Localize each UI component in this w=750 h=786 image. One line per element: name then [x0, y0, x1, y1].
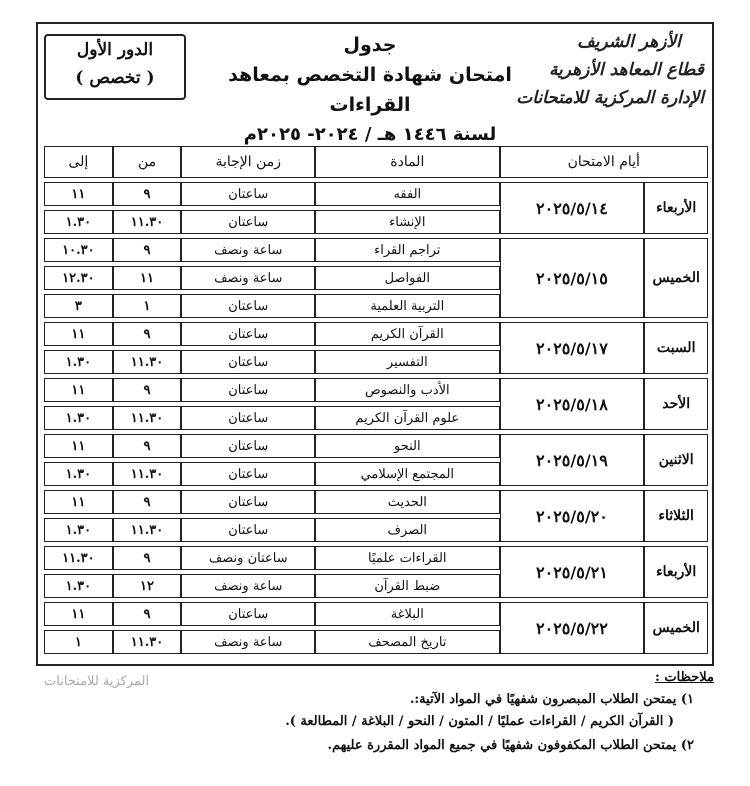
from-cell: ٩: [113, 322, 182, 346]
date-cell: ٢٠٢٥/٥/١٩: [500, 434, 645, 486]
duration-cell: ساعتان: [181, 350, 315, 374]
date-cell: ٢٠٢٥/٥/١٥: [500, 238, 645, 318]
table-row: [44, 546, 708, 570]
to-cell: ١: [44, 630, 113, 654]
date-cell: ٢٠٢٥/٥/٢٠: [500, 490, 645, 542]
table-row: [44, 602, 708, 626]
to-cell: ١.٣٠: [44, 462, 113, 486]
from-cell: ٩: [113, 602, 182, 626]
table-header-row: [44, 146, 708, 178]
watermark-text: المركزية للامتحانات: [44, 674, 150, 689]
from-cell: ١١.٣٠: [113, 518, 182, 542]
day-cell: الخميس: [644, 602, 708, 654]
to-cell: ١١: [44, 602, 113, 626]
subject-cell: النحو: [315, 434, 499, 458]
header-subject: المادة: [315, 146, 499, 178]
round-type: ( تخصص ): [75, 68, 155, 88]
logo-line: الإدارة المركزية للامتحانات: [516, 88, 704, 108]
subject-cell: الصرف: [315, 518, 499, 542]
from-cell: ٩: [113, 434, 182, 458]
table-row: [44, 490, 708, 514]
document-header: [38, 24, 712, 145]
subject-cell: تراجم القراء: [315, 238, 499, 262]
day-cell: الثلاثاء: [644, 490, 708, 542]
table-row: [44, 238, 708, 262]
subject-cell: الإنشاء: [315, 210, 499, 234]
duration-cell: ساعتان: [181, 602, 315, 626]
to-cell: ١١: [44, 490, 113, 514]
to-cell: ١١: [44, 378, 113, 402]
duration-cell: ساعتان: [181, 406, 315, 430]
duration-cell: ساعة ونصف: [181, 574, 315, 598]
to-cell: ١.٣٠: [44, 574, 113, 598]
duration-cell: ساعتان: [181, 322, 315, 346]
subject-cell: القرآن الكريم: [315, 322, 499, 346]
title-year: لسنة ١٤٤٦ هـ / ٢٠٢٤- ٢٠٢٥م: [243, 124, 497, 145]
date-cell: ٢٠٢٥/٥/١٤: [500, 182, 645, 234]
to-cell: ١.٣٠: [44, 406, 113, 430]
subject-cell: تاريخ المصحف: [315, 630, 499, 654]
subject-cell: الفواصل: [315, 266, 499, 290]
from-cell: ١١: [113, 266, 182, 290]
duration-cell: ساعتان: [181, 378, 315, 402]
title-schedule: جدول: [343, 34, 397, 56]
duration-cell: ساعتان: [181, 294, 315, 318]
to-cell: ٣: [44, 294, 113, 318]
from-cell: ١١.٣٠: [113, 210, 182, 234]
from-cell: ١١.٣٠: [113, 462, 182, 486]
duration-cell: ساعتان: [181, 518, 315, 542]
day-cell: الخميس: [644, 238, 708, 318]
day-cell: الأحد: [644, 378, 708, 430]
duration-cell: ساعتان: [181, 182, 315, 206]
subject-cell: القراءات علميًا: [315, 546, 499, 570]
subject-cell: الفقه: [315, 182, 499, 206]
round-box: [44, 34, 186, 100]
exam-table: [44, 142, 708, 658]
day-cell: الأربعاء: [644, 546, 708, 598]
duration-cell: ساعتان: [181, 490, 315, 514]
note-2: ٢) يمتحن الطلاب المكفوفون شفهيًا في جميع المواد المقررة عليهم.: [327, 738, 694, 753]
from-cell: ١١.٣٠: [113, 630, 182, 654]
to-cell: ١.٣٠: [44, 518, 113, 542]
table-row: [44, 434, 708, 458]
exam-table-body: [44, 182, 708, 654]
duration-cell: ساعتان: [181, 434, 315, 458]
table-row: [44, 378, 708, 402]
from-cell: ١: [113, 294, 182, 318]
schedule-frame: [36, 22, 714, 666]
to-cell: ١.٣٠: [44, 210, 113, 234]
date-cell: ٢٠٢٥/٥/٢٢: [500, 602, 645, 654]
round-label: الدور الأول: [76, 40, 154, 60]
subject-cell: الأدب والنصوص: [315, 378, 499, 402]
duration-cell: ساعة ونصف: [181, 238, 315, 262]
duration-cell: ساعتان: [181, 210, 315, 234]
subject-cell: البلاغة: [315, 602, 499, 626]
to-cell: ١١: [44, 182, 113, 206]
from-cell: ٩: [113, 490, 182, 514]
header-to: إلى: [44, 146, 113, 178]
title-block: [198, 30, 542, 150]
from-cell: ١١.٣٠: [113, 350, 182, 374]
notes-section: [36, 666, 714, 766]
logo-line: قطاع المعاهد الأزهرية: [548, 60, 704, 80]
subject-cell: ضبط القرآن: [315, 574, 499, 598]
date-cell: ٢٠٢٥/٥/١٨: [500, 378, 645, 430]
table-row: [44, 182, 708, 206]
subject-cell: التفسير: [315, 350, 499, 374]
to-cell: ١١: [44, 434, 113, 458]
notes-title: ملاحظات :: [655, 670, 714, 685]
subject-cell: علوم القرآن الكريم: [315, 406, 499, 430]
note-1: ١) يمتحن الطلاب المبصرون شفهيًا في المواد الآتية:.: [409, 692, 694, 707]
from-cell: ٩: [113, 378, 182, 402]
date-cell: ٢٠٢٥/٥/٢١: [500, 546, 645, 598]
duration-cell: ساعتان ونصف: [181, 546, 315, 570]
from-cell: ١١.٣٠: [113, 406, 182, 430]
table-row: [44, 322, 708, 346]
from-cell: ٩: [113, 182, 182, 206]
note-1-detail: ( القرآن الكريم / القراءات عمليًا / المتون / النحو / البلاغة / المطالعة ).: [285, 714, 674, 729]
duration-cell: ساعة ونصف: [181, 266, 315, 290]
from-cell: ٩: [113, 238, 182, 262]
header-duration: زمن الإجابة: [181, 146, 315, 178]
subject-cell: الحديث: [315, 490, 499, 514]
header-from: من: [113, 146, 182, 178]
to-cell: ١.٣٠: [44, 350, 113, 374]
logo-line: الأزهر الشريف: [577, 32, 681, 52]
title-exam: امتحان شهادة التخصص بمعاهد القراءات: [228, 64, 512, 116]
duration-cell: ساعتان: [181, 462, 315, 486]
day-cell: الاثنين: [644, 434, 708, 486]
from-cell: ٩: [113, 546, 182, 570]
subject-cell: المجتمع الإسلامي: [315, 462, 499, 486]
header-days: أيام الامتحان: [500, 146, 708, 178]
from-cell: ١٢: [113, 574, 182, 598]
date-cell: ٢٠٢٥/٥/١٧: [500, 322, 645, 374]
day-cell: السبت: [644, 322, 708, 374]
day-cell: الأربعاء: [644, 182, 708, 234]
to-cell: ١٠.٣٠: [44, 238, 113, 262]
duration-cell: ساعة ونصف: [181, 630, 315, 654]
to-cell: ١١.٣٠: [44, 546, 113, 570]
to-cell: ١١: [44, 322, 113, 346]
to-cell: ١٢.٣٠: [44, 266, 113, 290]
subject-cell: التربية العلمية: [315, 294, 499, 318]
azhar-logo: [516, 28, 704, 124]
